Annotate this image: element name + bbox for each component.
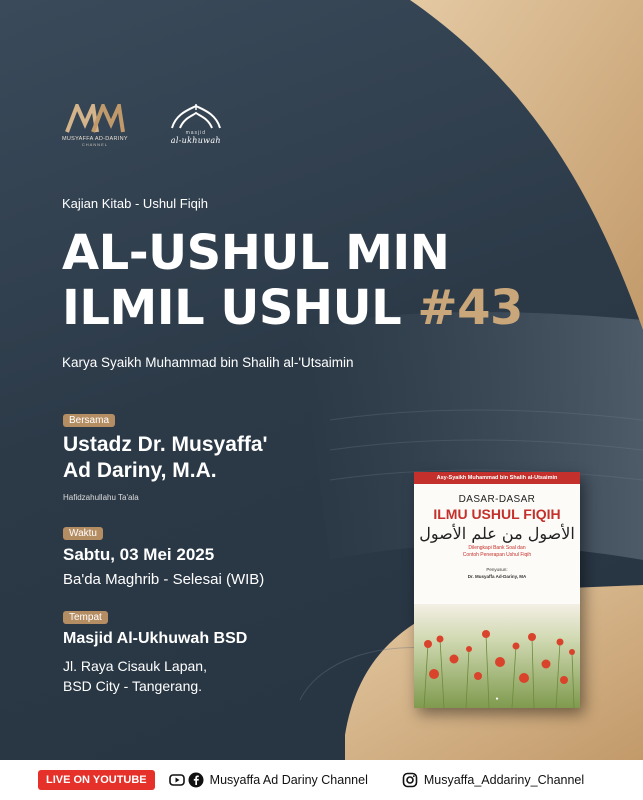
- author-line: Karya Syaikh Muhammad bin Shalih al-'Utsaimin: [62, 355, 354, 370]
- title-line-1: AL-USHUL MIN: [62, 225, 450, 281]
- musyaffa-caption: MUSYAFFA AD-DARINY: [62, 136, 128, 142]
- book-translator-label: Penyusun:: [486, 567, 508, 572]
- speaker-honorific: Hafidzahullahu Ta'ala: [63, 493, 139, 502]
- book-publisher: ●: [495, 696, 499, 702]
- episode-number: #43: [417, 280, 523, 336]
- channel-link[interactable]: [169, 772, 368, 788]
- venue-address: [63, 656, 207, 696]
- book-subtitle: [414, 545, 580, 559]
- ukhuwah-small-caption: masjid: [185, 130, 207, 136]
- book-title-line-2: ILMU USHUL FIQIH: [433, 506, 561, 522]
- live-on-youtube-badge[interactable]: LIVE ON YOUTUBE: [38, 770, 155, 790]
- speaker-name-line-1: Ustadz Dr. Musyaffa': [63, 433, 268, 456]
- book-subtitle-line-2: Contoh Penerapan Ushul Fiqih: [462, 552, 532, 558]
- book-arabic-title: الأصول من علم الأصول: [419, 524, 575, 543]
- instagram-icon: [402, 772, 418, 788]
- book-translator-name: Dr. Musyaffa Ad-Dariny, MA: [467, 574, 527, 579]
- speaker-label-badge: Bersama: [63, 414, 115, 427]
- address-line-2: BSD City - Tangerang.: [63, 678, 203, 694]
- ukhuwah-logo: [168, 104, 224, 145]
- youtube-icon: [169, 772, 185, 788]
- footer-bar: [0, 760, 643, 800]
- musyaffa-logo: [62, 104, 128, 147]
- event-date: Sabtu, 03 Mei 2025: [63, 545, 215, 564]
- series-label: Kajian Kitab - Ushul Fiqih: [62, 196, 208, 211]
- speaker-name: [63, 432, 268, 484]
- channel-name: Musyaffa Ad Dariny Channel: [209, 773, 368, 787]
- location-label-badge: Tempat: [63, 611, 108, 624]
- book-cover: [414, 472, 580, 708]
- book-translator: [414, 566, 580, 580]
- address-line-1: Jl. Raya Cisauk Lapan,: [63, 658, 207, 674]
- title-line-2: ILMIL USHUL: [62, 280, 402, 336]
- speaker-name-line-2: Ad Dariny, M.A.: [63, 459, 217, 482]
- book-author-band: Asy-Syaikh Muhammad bin Shalih al-Utsaimin: [414, 472, 580, 484]
- event-time: Ba'da Maghrib - Selesai (WIB): [63, 571, 265, 588]
- mm-monogram-icon: [63, 104, 127, 134]
- poppy-field-image: [414, 604, 580, 708]
- instagram-link[interactable]: [402, 772, 584, 788]
- instagram-handle: Musyaffa_Addariny_Channel: [423, 773, 585, 787]
- event-title: [62, 226, 523, 336]
- venue-name: Masjid Al-Ukhuwah BSD: [63, 630, 248, 647]
- book-title-line-1: DASAR-DASAR: [458, 494, 536, 505]
- mosque-dome-icon: [168, 104, 224, 130]
- facebook-icon: [188, 772, 204, 788]
- ukhuwah-caption: al-ukhuwah: [170, 136, 221, 145]
- musyaffa-subcaption: CHANNEL: [81, 142, 108, 147]
- book-subtitle-line-1: Dilengkapi Bank Soal dan: [468, 545, 526, 551]
- time-label-badge: Waktu: [63, 527, 103, 540]
